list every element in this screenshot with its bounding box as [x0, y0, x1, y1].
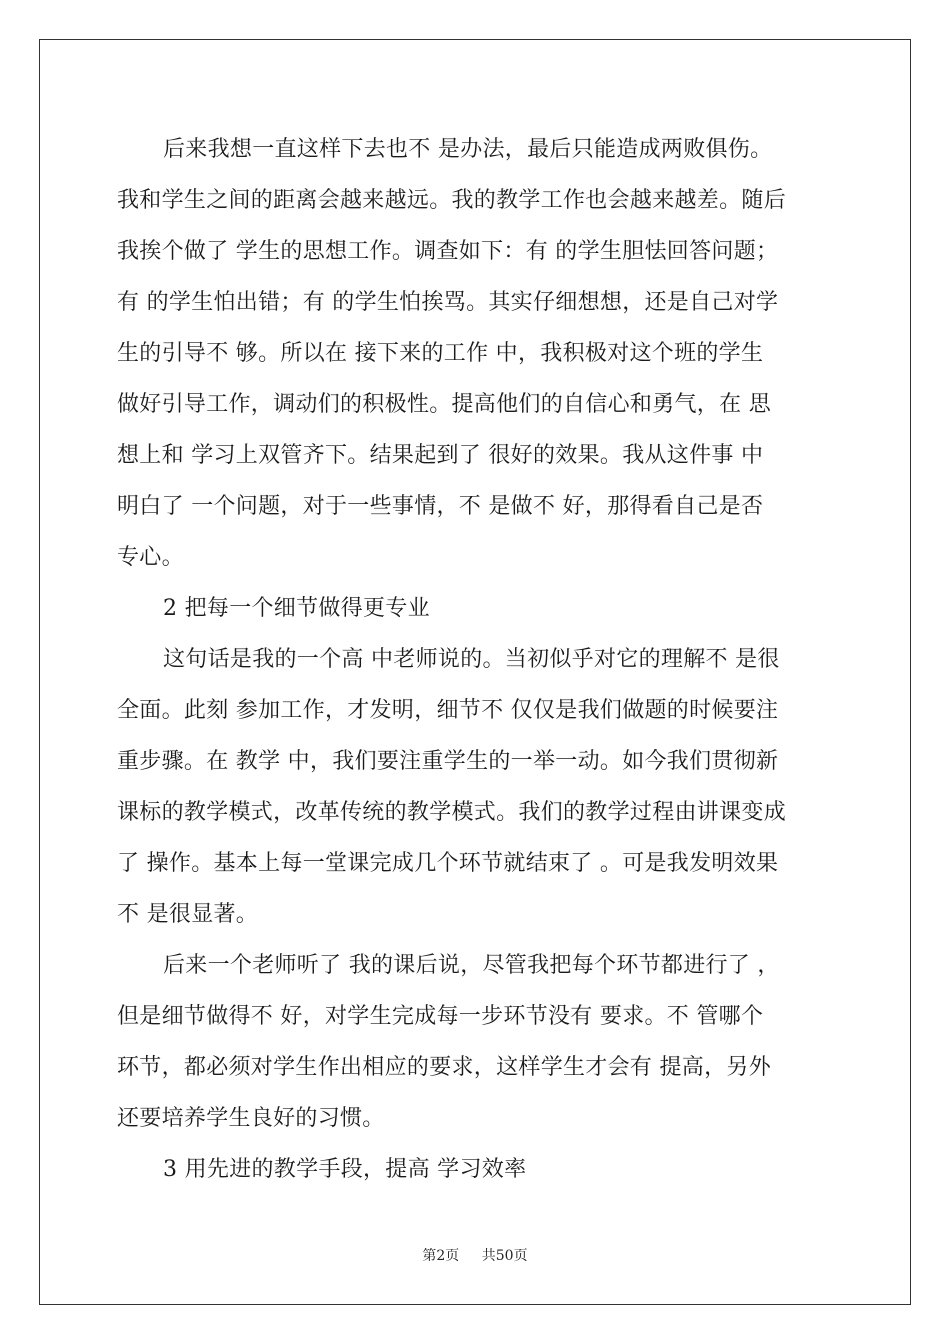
paragraph-1	[117, 124, 835, 583]
text-line: 全面。此刻 参加工作，才发明，细节不 仅仅是我们做题的时候要注	[117, 698, 779, 723]
section-heading-3	[117, 1144, 835, 1195]
paragraph-3	[117, 940, 835, 1144]
text-line: 后来我想一直这样下去也不 是办法，最后只能造成两败俱伤。	[163, 137, 773, 162]
text-line: 生的引导不 够。所以在 接下来的工作 中，我积极对这个班的学生	[117, 341, 764, 366]
text-line: 做好引导工作，调动们的积极性。提高他们的自信心和勇气，在 思	[117, 392, 771, 417]
text-line: 不 是很显著。	[117, 902, 259, 927]
section-heading-2	[117, 583, 835, 634]
paragraph-2	[117, 634, 835, 940]
text-line: 专心。	[117, 545, 184, 570]
section-heading: 3 用先进的教学手段，提高 学习效率	[163, 1157, 527, 1182]
text-line: 环节，都必须对学生作出相应的要求，这样学生才会有 提高，另外	[117, 1055, 771, 1080]
text-line: 但是细节做得不 好，对学生完成每一步环节没有 要求。不 管哪个	[117, 1004, 764, 1029]
text-line: 重步骤。在 教学 中，我们要注重学生的一举一动。如今我们贯彻新	[117, 749, 779, 774]
page-number: 第2页	[422, 1248, 460, 1264]
text-line: 课标的教学模式，改革传统的教学模式。我们的教学过程由讲课变成	[117, 800, 787, 825]
text-line: 我挨个做了 学生的思想工作。调查如下：有 的学生胆怯回答问题；	[117, 239, 779, 264]
document-body	[117, 124, 835, 1195]
text-line: 明白了 一个问题，对于一些事情，不 是做不 好，那得看自己是否	[117, 494, 764, 519]
section-heading: 2 把每一个细节做得更专业	[163, 596, 430, 621]
text-line: 了 操作。基本上每一堂课完成几个环节就结束了 。可是我发明效果	[117, 851, 779, 876]
text-line: 这句话是我的一个高 中老师说的。当初似乎对它的理解不 是很	[163, 647, 780, 672]
page-total: 共50页	[481, 1248, 528, 1264]
text-line: 后来一个老师听了 我的课后说，尽管我把每个环节都进行了 ，	[163, 953, 780, 978]
text-line: 有 的学生怕出错；有 的学生怕挨骂。其实仔细想想，还是自己对学	[117, 290, 779, 315]
text-line: 还要培养学生良好的习惯。	[117, 1106, 385, 1131]
text-line: 想上和 学习上双管齐下。结果起到了 很好的效果。我从这件事 中	[117, 443, 764, 468]
text-line: 我和学生之间的距离会越来越远。我的教学工作也会越来越差。随后	[117, 188, 787, 213]
page-footer	[0, 1245, 950, 1265]
